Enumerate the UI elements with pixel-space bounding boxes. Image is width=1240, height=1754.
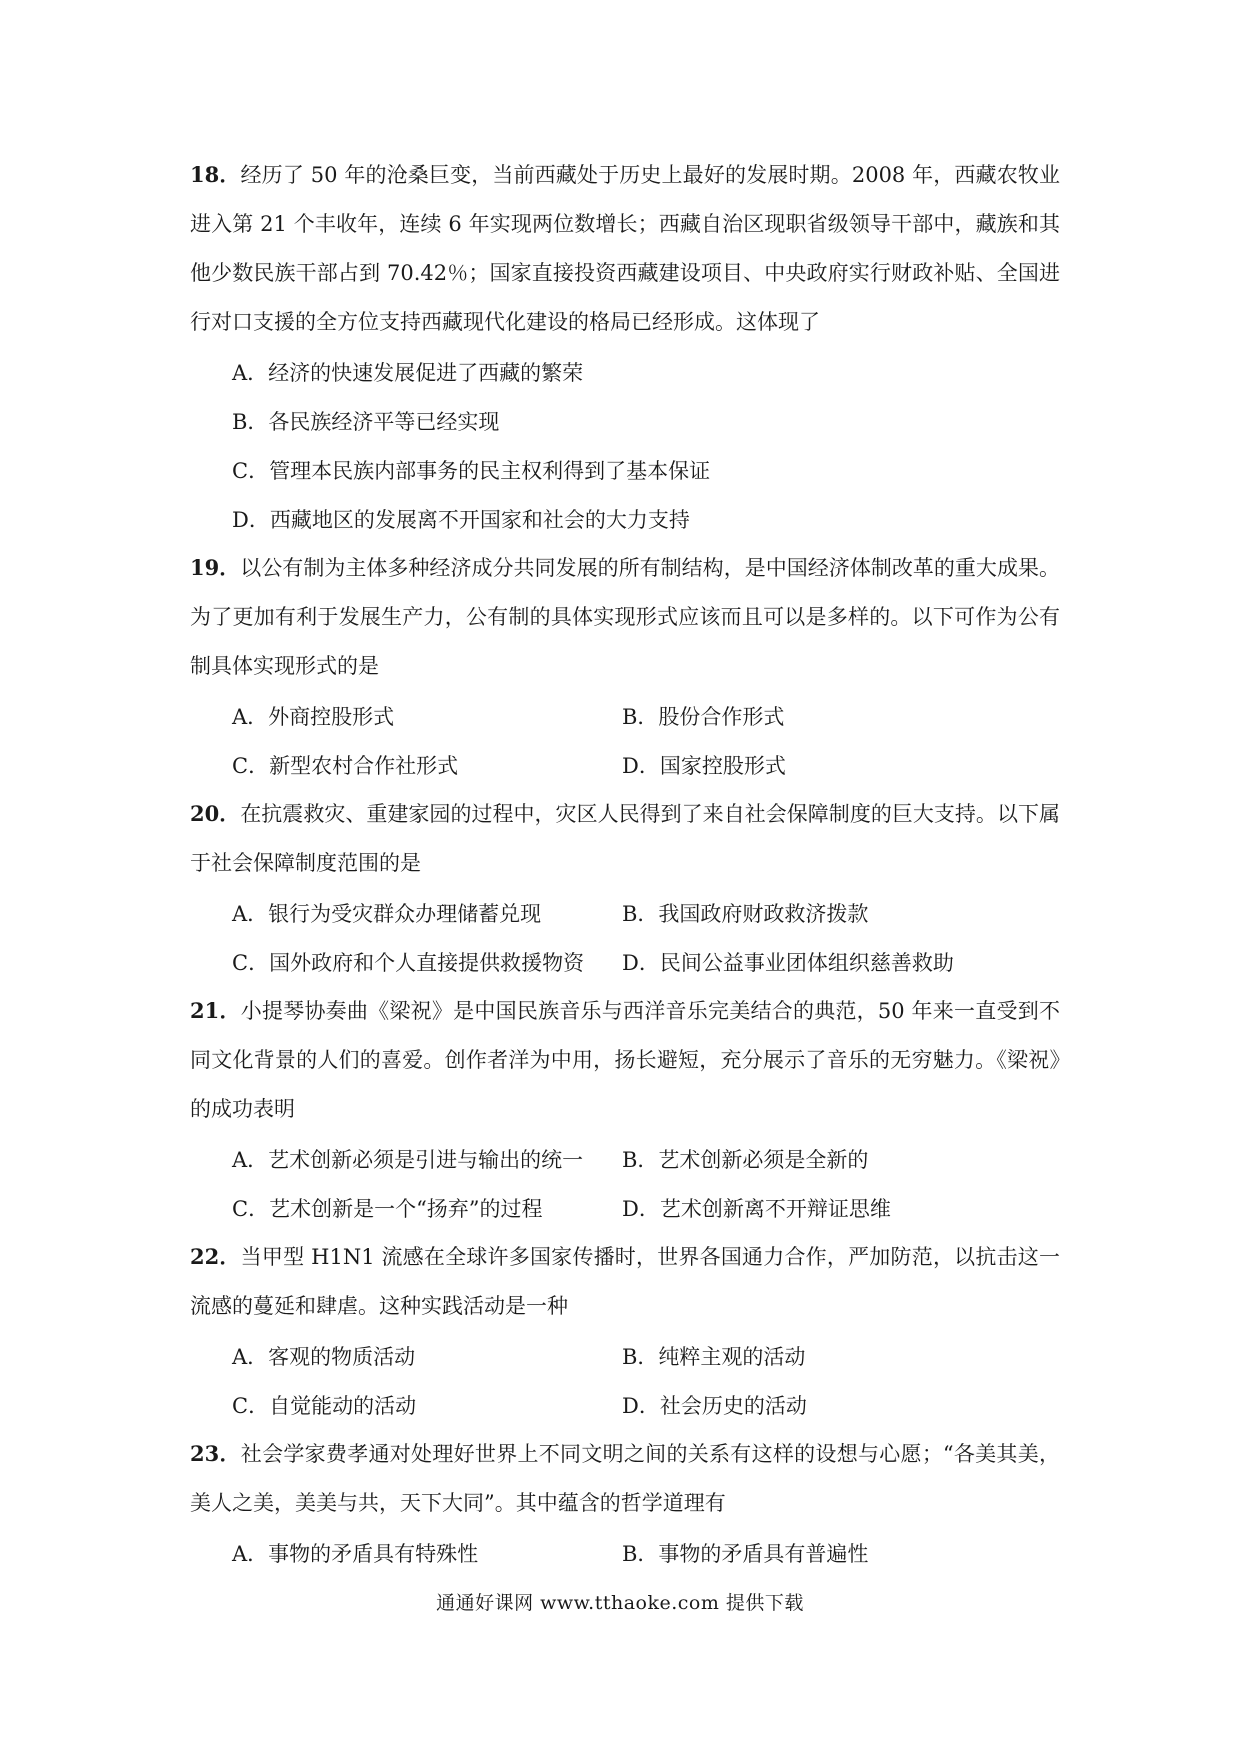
option-b: B．股份合作形式 — [622, 704, 785, 729]
options — [190, 691, 1060, 789]
question-21 — [190, 986, 1060, 1232]
option-d: D．艺术创新离不开辩证思维 — [622, 1196, 891, 1221]
question-text — [190, 1232, 1060, 1331]
option-c: C．新型农村合作社形式 — [232, 753, 459, 778]
question-number: 21． — [190, 998, 241, 1023]
question-22 — [190, 1232, 1060, 1429]
option-c: C．自觉能动的活动 — [232, 1393, 417, 1418]
question-text — [190, 150, 1060, 347]
option-a: A．银行为受灾群众办理储蓄兑现 — [232, 901, 542, 926]
page-footer: 通通好课网 www.tthaoke.com 提供下载 — [436, 1592, 804, 1614]
option-a: A．艺术创新必须是引进与输出的统一 — [232, 1147, 584, 1172]
option-c: C．国外政府和个人直接提供救援物资 — [232, 950, 585, 975]
question-19 — [190, 543, 1060, 789]
option-d: D．国家控股形式 — [622, 753, 786, 778]
question-stem: 在抗震救灾、重建家园的过程中，灾区人民得到了来自社会保障制度的巨大支持。以下属于社会保障制度范围的是 — [190, 802, 1060, 875]
option-a: A．事物的矛盾具有特殊性 — [232, 1541, 479, 1566]
question-page — [190, 150, 1060, 1577]
option-c: C．艺术创新是一个“扬弃”的过程 — [232, 1196, 543, 1221]
question-number: 18． — [190, 162, 241, 187]
question-stem: 当甲型 H1N1 流感在全球许多国家传播时，世界各国通力合作，严加防范，以抗击这一流感的蔓延和肆虐。这种实践活动是一种 — [190, 1245, 1060, 1318]
option-d: D．社会历史的活动 — [622, 1393, 807, 1418]
options — [190, 347, 1060, 543]
question-20 — [190, 789, 1060, 986]
options — [190, 1528, 1060, 1577]
option-d: D．西藏地区的发展离不开国家和社会的大力支持 — [232, 507, 690, 532]
question-number: 22． — [190, 1244, 241, 1269]
options — [190, 1134, 1060, 1232]
question-number: 20． — [190, 801, 241, 826]
question-23 — [190, 1429, 1060, 1577]
question-stem: 小提琴协奏曲《梁祝》是中国民族音乐与西洋音乐完美结合的典范，50 年来一直受到不同文化背景的人们的喜爱。创作者洋为中用，扬长避短，充分展示了音乐的无穷魅力。《梁祝》的成功表明 — [190, 999, 1060, 1121]
option-b: B．各民族经济平等已经实现 — [232, 409, 500, 434]
question-stem: 经历了 50 年的沧桑巨变，当前西藏处于历史上最好的发展时期。2008 年，西藏农牧业进入第 21 个丰收年，连续 6 年实现两位数增长；西藏自治区现职省级领导干部中，藏族和其他少数民族干部占到 70.42％；国家直接投资西藏建设项目、中央政府实行财政补贴、全国进行对口支援的全方位支持西藏现代化建设的格局已经形成。这体现了 — [190, 163, 1060, 334]
question-18 — [190, 150, 1060, 543]
option-a: A．客观的物质活动 — [232, 1344, 416, 1369]
question-text — [190, 789, 1060, 888]
option-b: B．纯粹主观的活动 — [622, 1344, 806, 1369]
question-text — [190, 1429, 1060, 1528]
question-number: 23． — [190, 1441, 241, 1466]
question-stem: 以公有制为主体多种经济成分共同发展的所有制结构，是中国经济体制改革的重大成果。为了更加有利于发展生产力，公有制的具体实现形式应该而且可以是多样的。以下可作为公有制具体实现形式的是 — [190, 556, 1060, 678]
option-a: A．经济的快速发展促进了西藏的繁荣 — [232, 360, 584, 385]
option-b: B．艺术创新必须是全新的 — [622, 1147, 869, 1172]
question-number: 19． — [190, 555, 241, 580]
question-text — [190, 543, 1060, 691]
option-b: B．事物的矛盾具有普遍性 — [622, 1541, 869, 1566]
question-text — [190, 986, 1060, 1134]
options — [190, 1331, 1060, 1429]
option-b: B．我国政府财政救济拨款 — [622, 901, 869, 926]
options — [190, 888, 1060, 986]
question-stem: 社会学家费孝通对处理好世界上不同文明之间的关系有这样的设想与心愿；“各美其美，美人之美，美美与共，天下大同”。其中蕴含的哲学道理有 — [190, 1442, 1060, 1515]
option-a: A．外商控股形式 — [232, 704, 395, 729]
option-c: C．管理本民族内部事务的民主权利得到了基本保证 — [232, 458, 711, 483]
option-d: D．民间公益事业团体组织慈善救助 — [622, 950, 954, 975]
